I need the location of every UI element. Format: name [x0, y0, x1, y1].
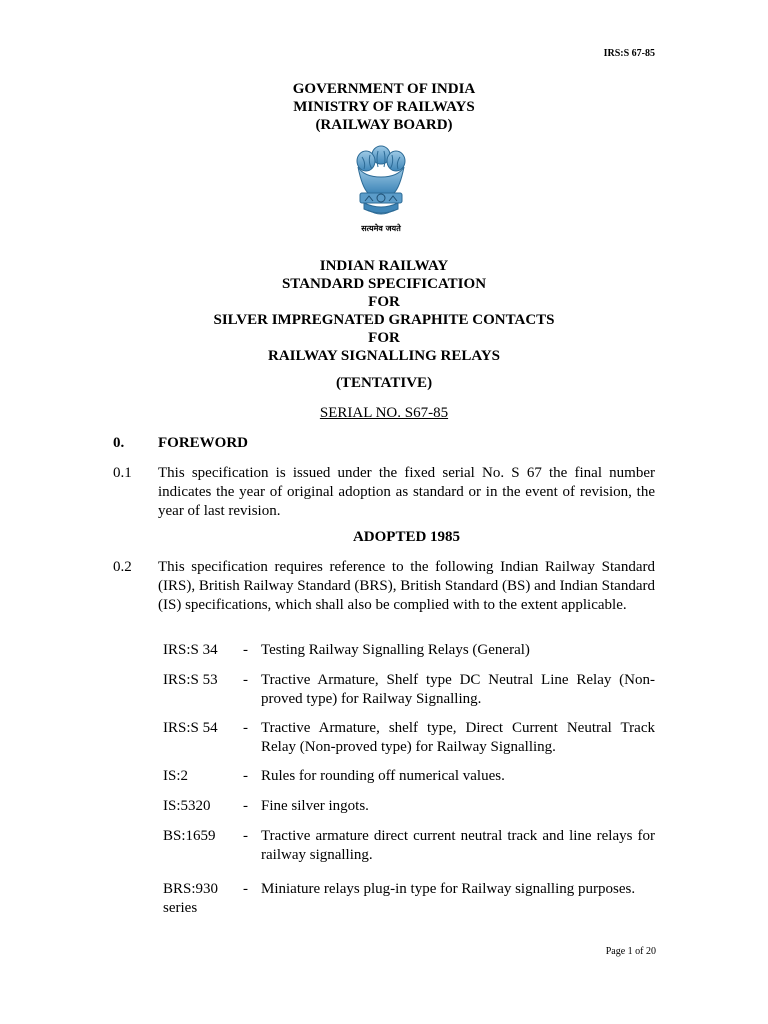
- issuing-authority: [0, 80, 768, 134]
- reference-code: IS:5320: [163, 798, 211, 814]
- reference-description: Tractive Armature, shelf type, Direct Current Neutral Track Relay (Non-proved type) for Railway Signalling.: [261, 720, 655, 755]
- specification-title: [0, 257, 768, 365]
- serial-number: SERIAL NO. S67-85: [319, 405, 449, 421]
- reference-dash: -: [243, 798, 248, 814]
- reference-dash: -: [243, 672, 248, 688]
- national-emblem: [348, 143, 414, 235]
- reference-description: Tractive Armature, Shelf type DC Neutral Line Relay (Non-proved type) for Railway Signalling.: [261, 672, 655, 707]
- reference-description: Testing Railway Signalling Relays (General): [261, 642, 530, 658]
- authority-line-3: (RAILWAY BOARD): [315, 117, 453, 133]
- title-line-4: SILVER IMPREGNATED GRAPHITE CONTACTS: [213, 312, 555, 328]
- reference-code: BRS:930 series: [163, 881, 219, 916]
- reference-description: Rules for rounding off numerical values.: [261, 768, 505, 784]
- reference-description: Fine silver ingots.: [261, 798, 369, 814]
- reference-code: IRS:S 54: [163, 720, 218, 736]
- title-line-6: RAILWAY SIGNALLING RELAYS: [267, 348, 501, 364]
- title-line-1: INDIAN RAILWAY: [319, 258, 449, 274]
- page-number: Page 1 of 20: [605, 946, 656, 957]
- title-line-5: FOR: [368, 330, 400, 346]
- lion-capital-icon: [348, 143, 414, 223]
- clause-text: This specification requires reference to the following Indian Railway Standard (IRS), British Railway Standard (BRS), British Standard (BS) and Indian Standard (IS) specifications, which shall also be complied with to the extent applicable.: [158, 559, 655, 613]
- authority-line-2: MINISTRY OF RAILWAYS: [293, 99, 475, 115]
- title-line-3: FOR: [368, 294, 400, 310]
- section-heading: FOREWORD: [158, 435, 248, 451]
- adopted-year: ADOPTED 1985: [352, 529, 461, 545]
- reference-code: IS:2: [163, 768, 189, 784]
- status-label: (TENTATIVE): [335, 375, 433, 391]
- reference-code: IRS:S 34: [163, 642, 218, 658]
- reference-dash: -: [243, 828, 248, 844]
- reference-dash: -: [243, 720, 248, 736]
- title-line-2: STANDARD SPECIFICATION: [281, 276, 487, 292]
- section-number: 0.: [113, 435, 125, 451]
- reference-dash: -: [243, 642, 248, 658]
- reference-code: IRS:S 53: [163, 672, 218, 688]
- document-code: IRS:S 67-85: [603, 48, 655, 59]
- authority-line-1: GOVERNMENT OF INDIA: [292, 81, 476, 97]
- reference-code: BS:1659: [163, 828, 216, 844]
- reference-description: Tractive armature direct current neutral track and line relays for railway signalling.: [261, 828, 655, 863]
- clause-number: 0.1: [113, 465, 132, 481]
- clause-text: This specification is issued under the fixed serial No. S 67 the final number indicates the year of original adoption as standard or in the event of revision, the year of last revision.: [158, 465, 655, 519]
- reference-description: Miniature relays plug-in type for Railway signalling purposes.: [261, 881, 636, 897]
- emblem-motto: सत्यमेव जयते: [361, 224, 401, 233]
- reference-dash: -: [243, 881, 248, 897]
- reference-dash: -: [243, 768, 248, 784]
- clause-number: 0.2: [113, 559, 132, 575]
